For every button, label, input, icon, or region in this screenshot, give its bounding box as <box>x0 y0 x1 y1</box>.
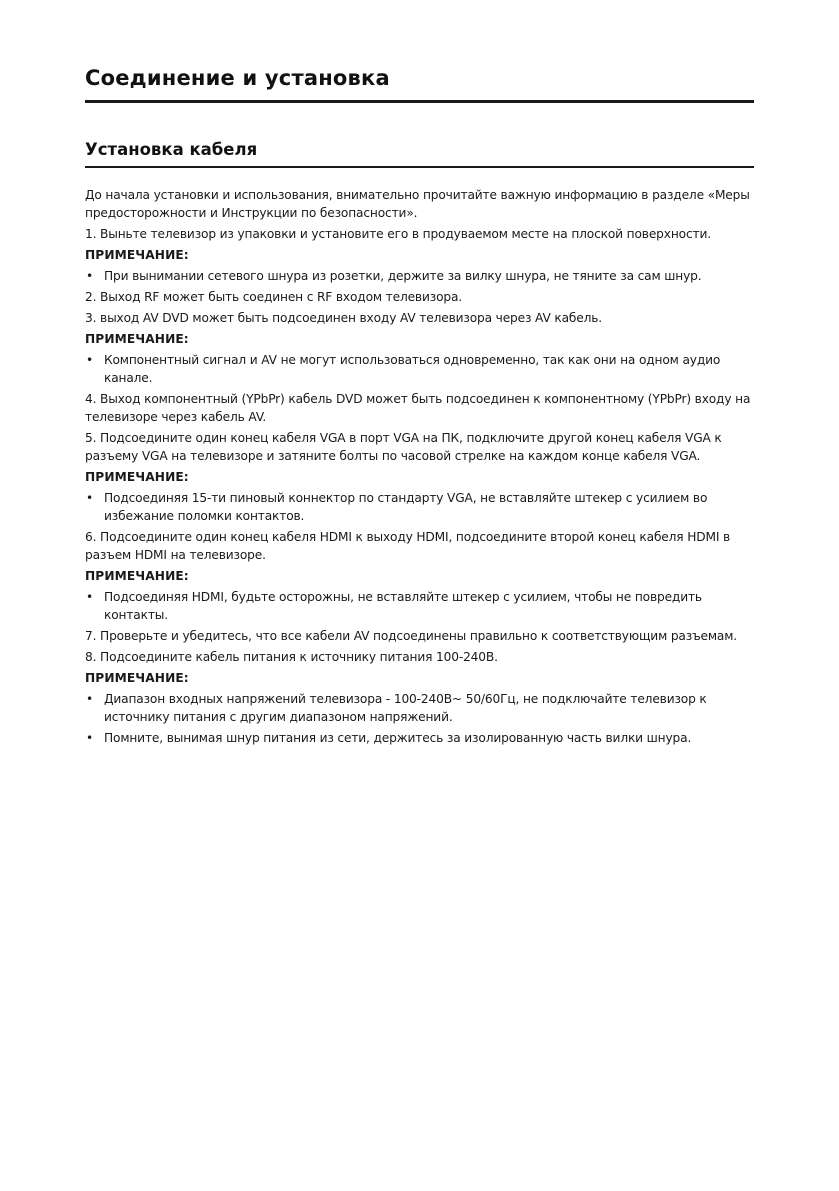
bullet-glyph: • <box>86 353 94 367</box>
note-bullet <box>85 690 754 726</box>
step-2: 2. Выход RF может быть соединен с RF входом телевизора. <box>85 290 463 304</box>
note-label: ПРИМЕЧАНИЕ: <box>85 332 189 346</box>
note-label: ПРИМЕЧАНИЕ: <box>85 470 189 484</box>
bullet-glyph: • <box>86 590 94 604</box>
note-bullet <box>85 588 754 624</box>
step-1: 1. Выньте телевизор из упаковки и установите его в продуваемом месте на плоской поверхности. <box>85 227 711 241</box>
section-divider <box>85 166 754 168</box>
section-title: Установка кабеля <box>85 140 258 159</box>
note-label: ПРИМЕЧАНИЕ: <box>85 671 189 685</box>
bullet-glyph: • <box>86 692 94 706</box>
instructions-body <box>85 186 754 750</box>
intro-paragraph: До начала установки и использования, внимательно прочитайте важную информацию в разделе «Меры предосторожности и Инструкции по безопасности». <box>85 188 750 220</box>
note-label: ПРИМЕЧАНИЕ: <box>85 248 189 262</box>
note-text: Подсоединяя HDMI, будьте осторожны, не вставляйте штекер с усилием, чтобы не повредить контакты. <box>104 590 702 622</box>
bullet-glyph: • <box>86 269 94 283</box>
note-bullet <box>85 489 754 525</box>
page-title: Соединение и установка <box>85 66 390 90</box>
note-label: ПРИМЕЧАНИЕ: <box>85 569 189 583</box>
step-5: 5. Подсоедините один конец кабеля VGA в порт VGA на ПК, подключите другой конец кабеля VGA к разъему VGA на телевизоре и затяните болты по часовой стрелке на каждом конце кабеля VGA. <box>85 431 722 463</box>
step-8: 8. Подсоедините кабель питания к источнику питания 100-240В. <box>85 650 498 664</box>
step-6: 6. Подсоедините один конец кабеля HDMI к выходу HDMI, подсоедините второй конец кабеля HDMI в разъем HDMI на телевизоре. <box>85 530 731 562</box>
step-3: 3. выход AV DVD может быть подсоединен входу AV телевизора через AV кабель. <box>85 311 603 325</box>
note-bullet <box>85 267 754 285</box>
title-divider <box>85 100 754 103</box>
step-7: 7. Проверьте и убедитесь, что все кабели AV подсоединены правильно к соответствующим разъемам. <box>85 629 738 643</box>
note-bullet <box>85 729 754 747</box>
note-text: При вынимании сетевого шнура из розетки, держите за вилку шнура, не тяните за сам шнур. <box>104 269 702 283</box>
bullet-glyph: • <box>86 731 94 745</box>
step-4: 4. Выход компонентный (YPbPr) кабель DVD может быть подсоединен к компонентному (YPbPr) входу на телевизоре через кабель AV. <box>85 392 751 424</box>
note-text: Компонентный сигнал и AV не могут использоваться одновременно, так как они на одном аудио канале. <box>104 353 721 385</box>
note-text: Подсоединяя 15-ти пиновый коннектор по стандарту VGA, не вставляйте штекер с усилием во избежание поломки контактов. <box>104 491 708 523</box>
note-text: Помните, вынимая шнур питания из сети, держитесь за изолированную часть вилки шнура. <box>104 731 692 745</box>
note-text: Диапазон входных напряжений телевизора - 100-240В~ 50/60Гц, не подключайте телевизор к источнику питания с другим диапазоном напряжений. <box>104 692 707 724</box>
note-bullet <box>85 351 754 387</box>
bullet-glyph: • <box>86 491 94 505</box>
